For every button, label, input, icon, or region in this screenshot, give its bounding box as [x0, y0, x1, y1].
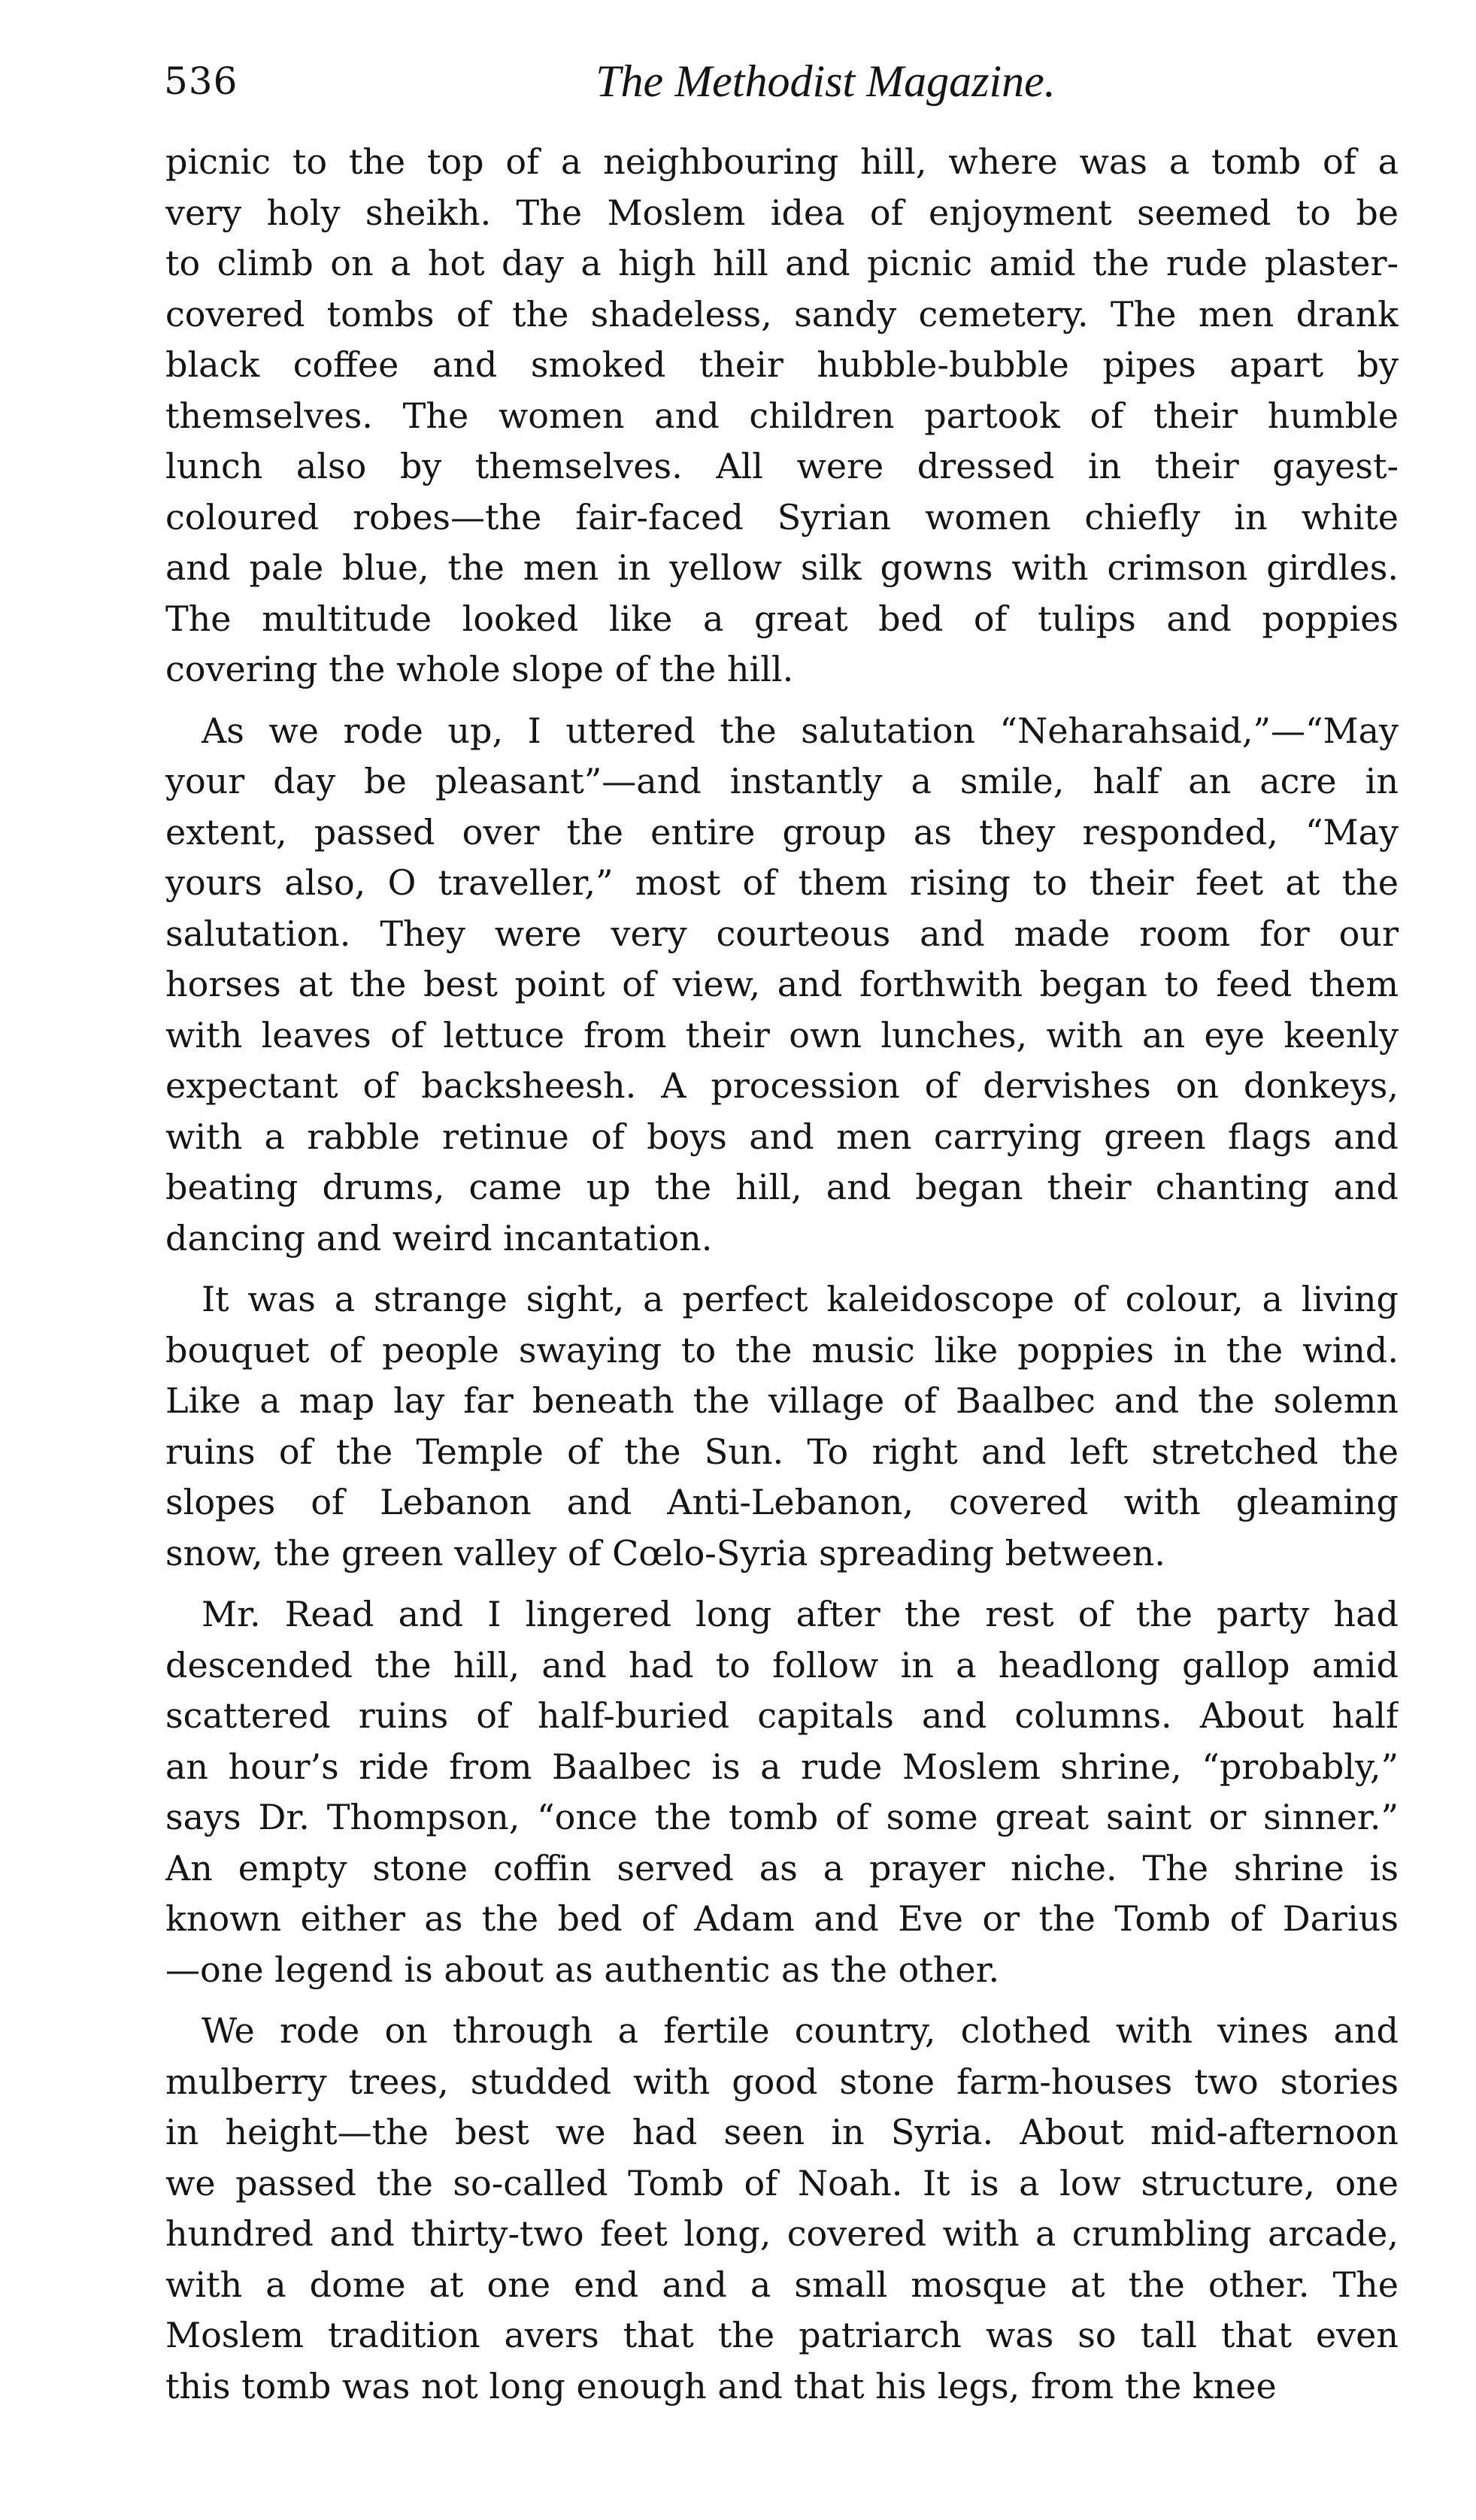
text-line: coloured robes—the fair-faced Syrian women chiefly in white	[165, 496, 1399, 538]
text-line: salutation. They were very courteous and made room for our	[165, 913, 1399, 954]
text-line: covered tombs of the shadeless, sandy cemetery. The men drank	[165, 293, 1399, 335]
text-line: bouquet of people swaying to the music like poppies in the wind.	[165, 1329, 1399, 1371]
paragraph	[165, 137, 1399, 695]
text-line: to climb on a hot day a high hill and picnic amid the rude plaster-	[165, 243, 1399, 283]
text-line: black coffee and smoked their hubble-bubble pipes apart by	[165, 344, 1399, 385]
text-line: covering the whole slope of the hill.	[165, 649, 794, 689]
text-line: very holy sheikh. The Moslem idea of enjoyment seemed to be	[165, 192, 1399, 233]
page-header	[164, 51, 1397, 111]
text-line: says Dr. Thompson, “once the tomb of some great saint or sinner.”	[165, 1797, 1399, 1837]
text-line: As we rode up, I uttered the salutation “Neharahsaid,”—“May	[202, 710, 1399, 751]
text-line: picnic to the top of a neighbouring hill, where was a tomb of a	[165, 141, 1399, 182]
paragraph	[165, 1589, 1399, 1995]
text-line: An empty stone coffin served as a prayer niche. The shrine is	[165, 1847, 1399, 1888]
text-line: and pale blue, the men in yellow silk gowns with crimson girdles.	[165, 547, 1399, 588]
paragraph	[165, 1274, 1399, 1579]
text-line: hundred and thirty-two feet long, covered with a crumbling arcade,	[165, 2213, 1399, 2254]
text-line: with leaves of lettuce from their own lunches, with an eye keenly	[165, 1014, 1399, 1056]
text-line: snow, the green valley of Cœlo-Syria spreading between.	[165, 1532, 1165, 1573]
text-line: It was a strange sight, a perfect kaleidoscope of colour, a living	[202, 1279, 1399, 1319]
text-line: this tomb was not long enough and that his legs, from the knee	[165, 2365, 1277, 2406]
text-line: Moslem tradition avers that the patriarch was so tall that even	[165, 2315, 1399, 2355]
text-line: beating drums, came up the hill, and began their chanting and	[165, 1167, 1399, 1207]
text-line: We rode on through a fertile country, clothed with vines and	[202, 2010, 1399, 2051]
body-text	[165, 137, 1399, 2422]
running-title: The Methodist Magazine.	[596, 56, 1056, 106]
text-line: Mr. Read and I lingered long after the rest of the party had	[202, 1594, 1399, 1634]
text-line: Like a map lay far beneath the village of Baalbec and the solemn	[165, 1380, 1399, 1421]
text-line: extent, passed over the entire group as they responded, “May	[165, 811, 1399, 853]
text-line: scattered ruins of half-buried capitals and columns. About half	[165, 1695, 1399, 1736]
text-line: —one legend is about as authentic as the other.	[165, 1949, 1000, 1990]
text-line: slopes of Lebanon and Anti-Lebanon, covered with gleaming	[165, 1482, 1399, 1522]
page-number: 536	[164, 59, 238, 103]
text-line: an hour’s ride from Baalbec is a rude Moslem shrine, “probably,”	[165, 1746, 1399, 1787]
text-line: your day be pleasant”—and instantly a smile, half an acre in	[165, 761, 1399, 801]
text-line: horses at the best point of view, and forthwith began to feed them	[165, 964, 1399, 1004]
paragraph	[165, 706, 1399, 1265]
text-line: in height—the best we had seen in Syria. About mid-afternoon	[165, 2112, 1399, 2152]
text-line: known either as the bed of Adam and Eve or the Tomb of Darius	[165, 1898, 1399, 1939]
paragraph	[165, 2006, 1399, 2412]
text-line: we passed the so-called Tomb of Noah. It is a low structure, one	[165, 2162, 1399, 2203]
text-line: mulberry trees, studded with good stone farm-houses two stories	[165, 2061, 1399, 2102]
text-line: ruins of the Temple of the Sun. To right and left stretched the	[165, 1431, 1399, 1472]
text-line: yours also, O traveller,” most of them rising to their feet at the	[165, 862, 1399, 903]
text-line: descended the hill, and had to follow in a headlong gallop amid	[165, 1644, 1399, 1686]
text-line: with a rabble retinue of boys and men carrying green flags and	[165, 1116, 1399, 1157]
text-line: with a dome at one end and a small mosque at the other. The	[165, 2264, 1399, 2305]
text-line: dancing and weird incantation.	[165, 1217, 713, 1258]
text-line: The multitude looked like a great bed of tulips and poppies	[165, 598, 1399, 639]
text-line: themselves. The women and children partook of their humble	[165, 395, 1399, 436]
text-line: expectant of backsheesh. A procession of dervishes on donkeys,	[165, 1065, 1399, 1106]
text-line: lunch also by themselves. All were dressed in their gayest-	[165, 446, 1399, 486]
